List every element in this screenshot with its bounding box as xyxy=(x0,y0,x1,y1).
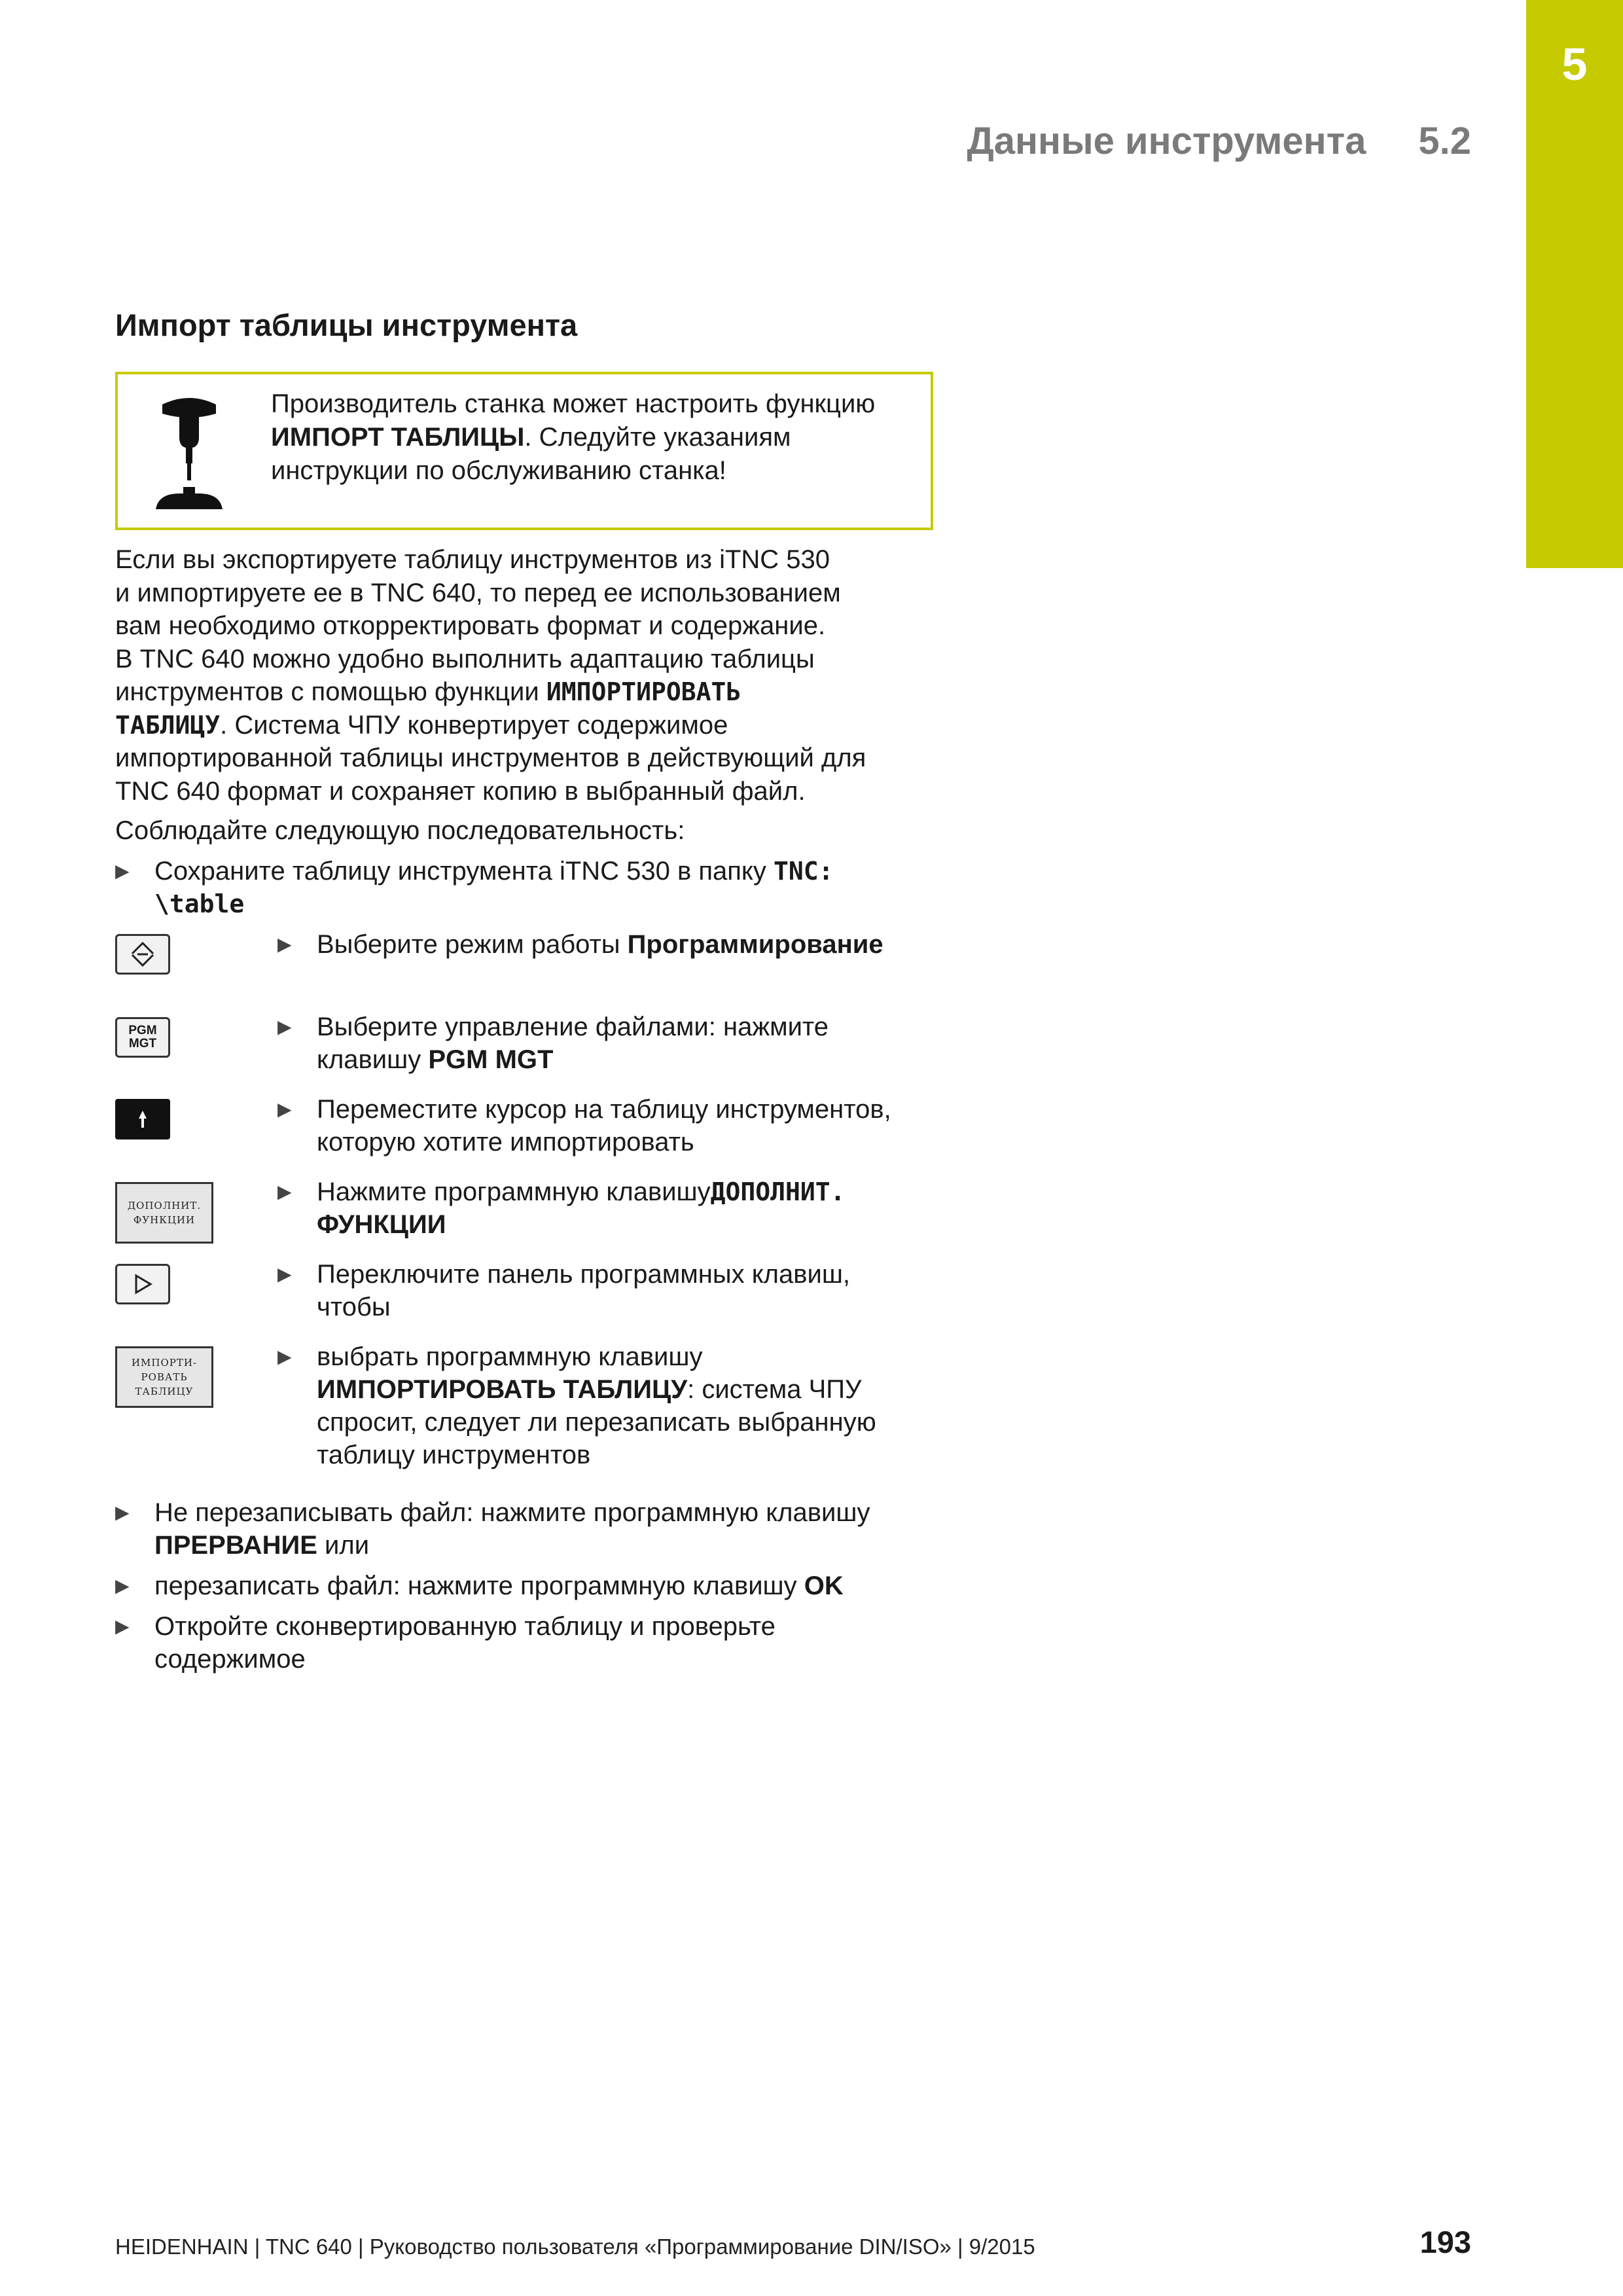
section-title: Импорт таблицы инструмента xyxy=(115,308,578,342)
page-number: 193 xyxy=(1419,2225,1471,2259)
bullet-arrow-icon: ▶ xyxy=(277,934,292,954)
more-functions-softkey[interactable]: ДОПОЛНИТ. ФУНКЦИИ xyxy=(115,1182,213,1244)
page-footer: HEIDENHAIN | TNC 640 | Руководство пользователя «Программирование DIN/ISO» | 9/2015 xyxy=(115,2234,1035,2259)
intro-paragraph: Если вы экспортируете таблицу инструментов из iTNC 530 и импортируете ее в TNC 640, то перед ее использованием вам необходимо откорректировать формат и содержание. В TNC 640 можно удобно выполнить адаптацию таблицы инструментов с помощью функции ИМПОРТИРОВАТЬ ТАБЛИЦУ. Система ЧПУ конвертирует содержимое импортированной таблицы инструментов в действующий для TNC 640 формат и сохраняет копию в выбранный файл. xyxy=(115,545,866,806)
chapter-tab xyxy=(1526,0,1623,568)
triangle-right-icon xyxy=(131,1273,154,1295)
bullet-arrow-icon: ▶ xyxy=(277,1181,292,1202)
chapter-number: 5 xyxy=(1561,39,1588,90)
bullet-arrow-icon: ▶ xyxy=(115,861,130,881)
bullet-arrow-icon: ▶ xyxy=(115,1575,130,1596)
machine-tool-icon xyxy=(153,391,225,516)
bullet-arrow-icon: ▶ xyxy=(115,1616,130,1636)
header-title: Данные инструмента xyxy=(967,120,1366,162)
bullet-arrow-icon: ▶ xyxy=(277,1346,292,1367)
arrow-up-icon xyxy=(136,1108,149,1130)
bullet-arrow-icon: ▶ xyxy=(277,1264,292,1284)
note-text: Производитель станка может настроить функцию ИМПОРТ ТАБЛИЦЫ. Следуйте указаниям инструкции по обслуживанию станка! xyxy=(271,389,876,485)
bullet-arrow-icon: ▶ xyxy=(277,1016,292,1037)
programming-mode-key[interactable] xyxy=(115,934,170,975)
machine-note-box xyxy=(115,372,933,530)
programming-mode-icon xyxy=(130,941,156,968)
softkey-row-switch-key[interactable] xyxy=(115,1264,170,1304)
cursor-up-key[interactable] xyxy=(115,1099,170,1139)
sequence-intro: Соблюдайте следующую последовательность: xyxy=(115,816,685,845)
bullet-arrow-icon: ▶ xyxy=(115,1502,130,1522)
pgm-mgt-key[interactable]: PGM MGT xyxy=(115,1017,170,1058)
header-section-number: 5.2 xyxy=(1418,120,1471,162)
import-table-softkey[interactable]: ИМПОРТИ- РОВАТЬ ТАБЛИЦУ xyxy=(115,1346,213,1408)
running-header xyxy=(967,115,1471,168)
bullet-arrow-icon: ▶ xyxy=(277,1099,292,1119)
